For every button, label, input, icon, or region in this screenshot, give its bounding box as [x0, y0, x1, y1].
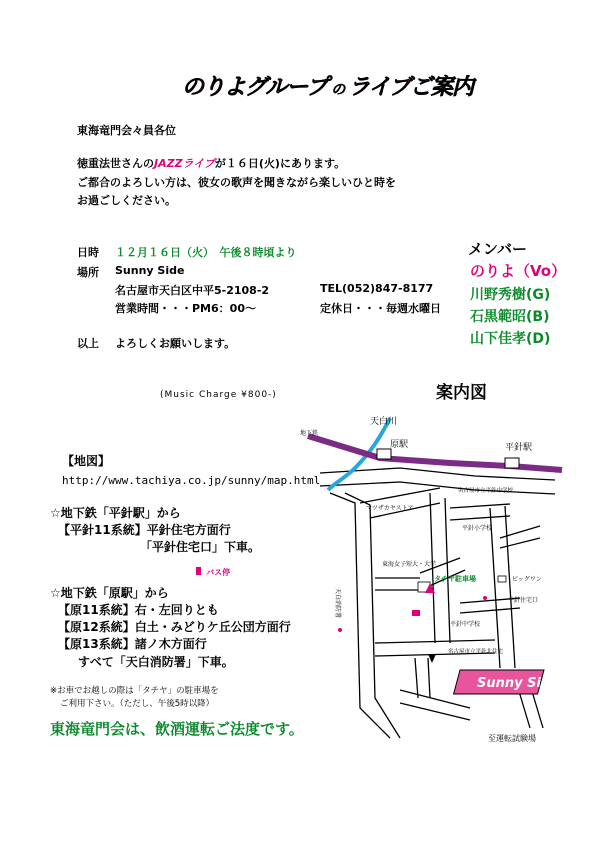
dir-line2: 【平針11系統】平針住宅方面行 [58, 523, 231, 537]
member-drums: 山下佳孝(D) [470, 331, 551, 347]
dir-line6: 【原12系統】白土・みどりケ丘公団方面行 [58, 620, 291, 634]
title-live: ライブ [348, 75, 410, 100]
music-charge: (Music Charge ¥800-) [160, 390, 277, 400]
label-fire-station: 天白消防署 [334, 588, 341, 619]
bus-stop-legend [196, 560, 230, 579]
note-line1: ※お車でお越しの際は「タチヤ」の駐車場を [50, 686, 219, 696]
dir-line8: すべて「天白消防署」下車。 [78, 655, 234, 669]
label-school1: 名古屋市立平針中学校 [458, 488, 514, 494]
dir-line5: 【原11系統】右・左回りとも [58, 603, 219, 617]
dir-line3: 「平針住宅口」下車。 [140, 540, 261, 554]
title-annai: ご案内 [409, 75, 473, 100]
map-title: 案内図 [436, 383, 487, 403]
label-hirabari-station: 平針駅 [505, 443, 533, 453]
dir-line7: 【原13系統】諸ノ木方面行 [58, 637, 207, 651]
drink-warning: 東海竜門会は、飲酒運転ご法度です。 [50, 720, 304, 738]
label-subway: 地下鉄 [300, 430, 319, 437]
label-girls-school: 東海女子短大・大学 [382, 561, 437, 568]
label-hara-station: 原駅 [390, 440, 409, 450]
label-hirabari-bus: 平針住宅口 [508, 597, 539, 604]
page-title [182, 70, 473, 101]
subway-line [308, 436, 562, 470]
hours: 営業時間・・・PM6：00〜 [115, 302, 256, 315]
label-hira-jh: 平針中学校 [450, 621, 481, 628]
sunny-side-pointer-icon [428, 654, 436, 663]
label-tachiya: タチヤ駐車場 [434, 575, 476, 583]
guide-map [300, 408, 596, 748]
address: 名古屋市天白区中平5-2108-2 [115, 284, 270, 297]
sunny-side-label: Sunny Side [477, 676, 560, 691]
label-city-office: 名古屋市立平針北住宅 [448, 649, 504, 655]
date-value: １２月１６日（火） 午後８時頃より [115, 246, 297, 259]
note-line2: ご利用下さい。（ただし、午後5時以降） [60, 699, 215, 709]
bus-stop-icon [196, 567, 201, 575]
member-guitar: 川野秀樹(G) [470, 287, 551, 303]
member-vocal: のりよ（Vo） [470, 262, 567, 280]
map-url[interactable]: http://www.tachiya.co.jp/sunny/map.html [62, 474, 321, 487]
bus-stop-hirabari-icon [483, 596, 487, 600]
place-label: 場所 [77, 266, 99, 279]
bus-stop-map-icon [412, 610, 420, 616]
date-label: 日時 [77, 246, 99, 259]
tel: TEL(052)847-8177 [320, 282, 434, 295]
place-name: Sunny Side [115, 264, 185, 277]
hirabari-station-mark [505, 458, 519, 468]
label-store: マツザカヤストア [366, 505, 414, 512]
body-line3: お過ごしください。 [77, 194, 176, 207]
title-no: の [331, 82, 345, 98]
dir-line4: ☆地下鉄「原駅」から [50, 586, 169, 600]
body-line1-suffix: が１６日(火)にあります。 [214, 157, 346, 170]
greeting: 東海竜門会々員各位 [77, 124, 176, 137]
hara-station-mark [377, 449, 391, 459]
title-group: のりよグループ [182, 75, 328, 100]
jazz-live: JAZZライブ [154, 157, 215, 170]
holiday: 定休日・・・毎週水曜日 [320, 302, 441, 315]
closing: よろしくお願いします。 [115, 337, 236, 350]
body-line1-prefix: 徳重法世さんの [77, 157, 154, 170]
label-tenpaku-river: 天白川 [370, 417, 398, 427]
members-heading: メンバー [468, 240, 527, 258]
dir-line1: ☆地下鉄「平針駅」から [50, 506, 181, 520]
label-big-one: ビッグワン [512, 576, 542, 583]
label-driving-center: 至運転試験場 [488, 734, 536, 743]
closing-label: 以上 [77, 337, 99, 350]
body-line2: ご都合のよろしい方は、彼女の歌声を聞きながら楽しいひと時を [77, 176, 396, 189]
map-heading: 【地図】 [62, 454, 111, 468]
label-elem: 平針小学校 [462, 525, 493, 532]
body-line1 [77, 155, 345, 171]
bus-stop-label: バス停 [206, 568, 231, 577]
member-bass: 石黒範昭(B) [470, 309, 550, 325]
